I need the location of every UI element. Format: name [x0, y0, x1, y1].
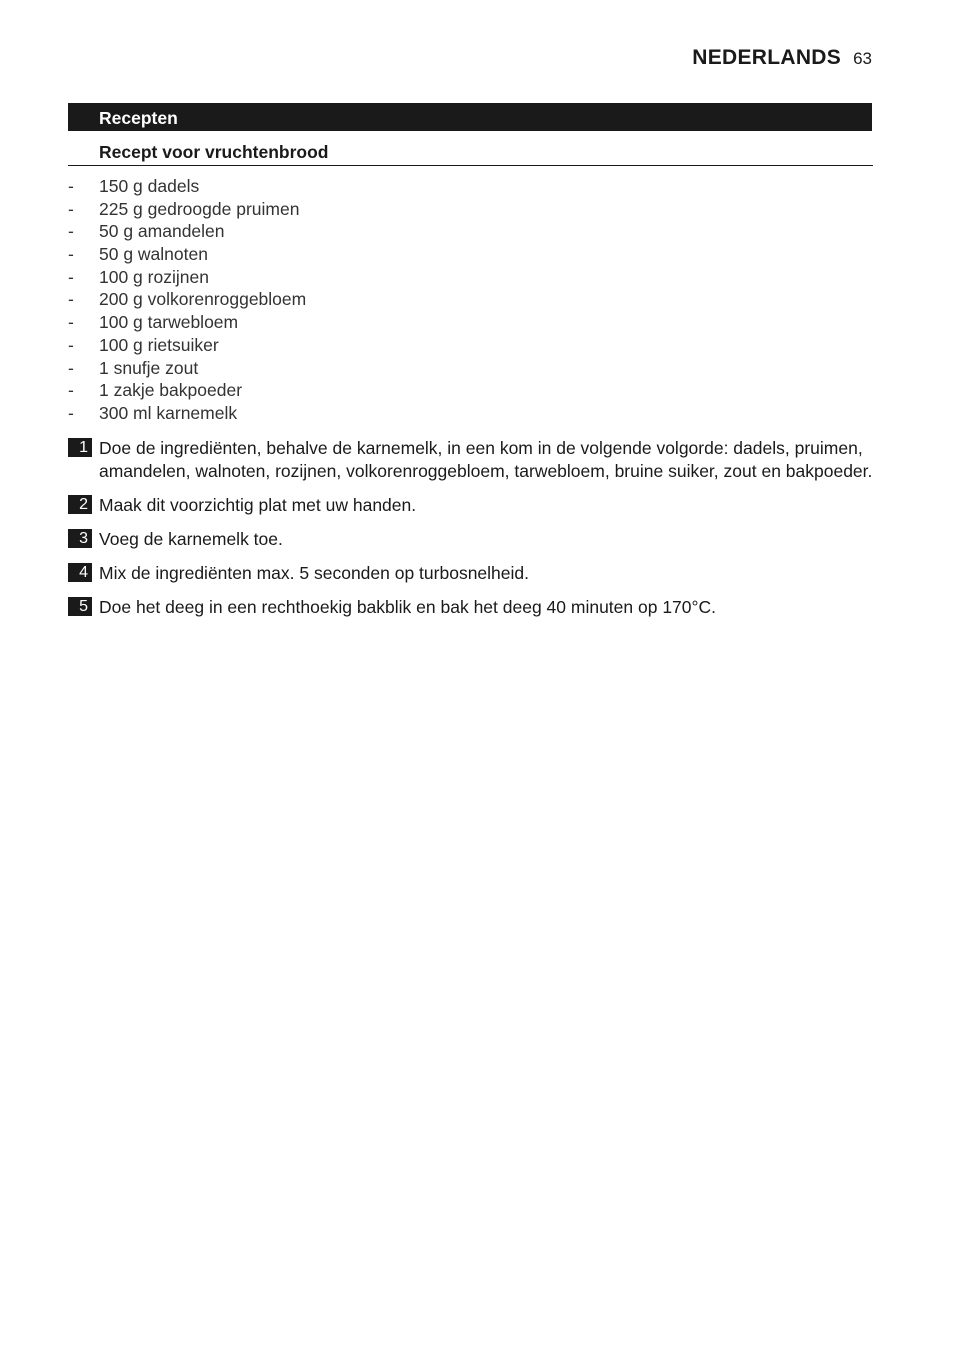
- bullet-dash: -: [68, 380, 74, 401]
- ingredient-text: 100 g tarwebloem: [99, 312, 239, 333]
- list-item: [68, 357, 873, 380]
- bullet-dash: -: [68, 334, 74, 355]
- step-number-badge: 1: [68, 438, 92, 457]
- bullet-dash: -: [68, 357, 74, 378]
- ingredient-text: 100 g rietsuiker: [99, 334, 219, 355]
- ingredient-text: 100 g rozijnen: [99, 266, 209, 287]
- list-item: [68, 266, 873, 289]
- bullet-dash: -: [68, 266, 74, 287]
- list-item: [68, 288, 873, 311]
- list-item: [68, 379, 873, 402]
- bullet-dash: -: [68, 312, 74, 333]
- step-item: [68, 596, 873, 619]
- list-item: [68, 198, 873, 221]
- bullet-dash: -: [68, 244, 74, 265]
- step-number-badge: 5: [68, 597, 92, 616]
- page-number: 63: [853, 49, 872, 68]
- list-item: [68, 243, 873, 266]
- ingredient-text: 300 ml karnemelk: [99, 402, 238, 423]
- ingredient-text: 1 snufje zout: [99, 357, 199, 378]
- section-title: Recepten: [68, 103, 872, 131]
- ingredient-text: 50 g amandelen: [99, 221, 225, 242]
- step-item: [68, 562, 873, 585]
- step-item: [68, 528, 873, 551]
- step-number-badge: 4: [68, 563, 92, 582]
- ingredient-text: 225 g gedroogde pruimen: [99, 198, 300, 219]
- step-item: [68, 437, 873, 483]
- step-text: Doe de ingrediënten, behalve de karnemelk, in een kom in de volgende volgorde: dadels, pruimen, amandelen, walnoten, rozijnen, volkorenroggebloem, tarwebloem, bruine suiker, zout en bakpoeder.: [99, 438, 873, 481]
- ingredient-text: 1 zakje bakpoeder: [99, 380, 243, 401]
- step-list: [68, 437, 873, 630]
- page-header: [692, 46, 872, 70]
- ingredient-text: 150 g dadels: [99, 176, 200, 196]
- step-text: Maak dit voorzichtig plat met uw handen.: [99, 495, 417, 515]
- list-item: [68, 402, 873, 425]
- bullet-dash: -: [68, 198, 74, 219]
- list-item: [68, 175, 873, 198]
- step-number-badge: 3: [68, 529, 92, 548]
- ingredient-list: [68, 175, 873, 425]
- bullet-dash: -: [68, 221, 74, 242]
- step-number-badge: 2: [68, 495, 92, 514]
- language-label: NEDERLANDS: [692, 46, 842, 69]
- recipe-title: Recept voor vruchtenbrood: [68, 139, 873, 166]
- step-text: Doe het deeg in een rechthoekig bakblik en bak het deeg 40 minuten op 170°C.: [99, 597, 717, 617]
- list-item: [68, 220, 873, 243]
- step-item: [68, 494, 873, 517]
- list-item: [68, 311, 873, 334]
- bullet-dash: -: [68, 402, 74, 423]
- bullet-dash: -: [68, 176, 74, 196]
- step-text: Voeg de karnemelk toe.: [99, 529, 283, 549]
- ingredient-text: 200 g volkorenroggebloem: [99, 289, 307, 310]
- step-text: Mix de ingrediënten max. 5 seconden op turbosnelheid.: [99, 563, 529, 583]
- ingredient-text: 50 g walnoten: [99, 244, 208, 265]
- list-item: [68, 334, 873, 357]
- bullet-dash: -: [68, 289, 74, 310]
